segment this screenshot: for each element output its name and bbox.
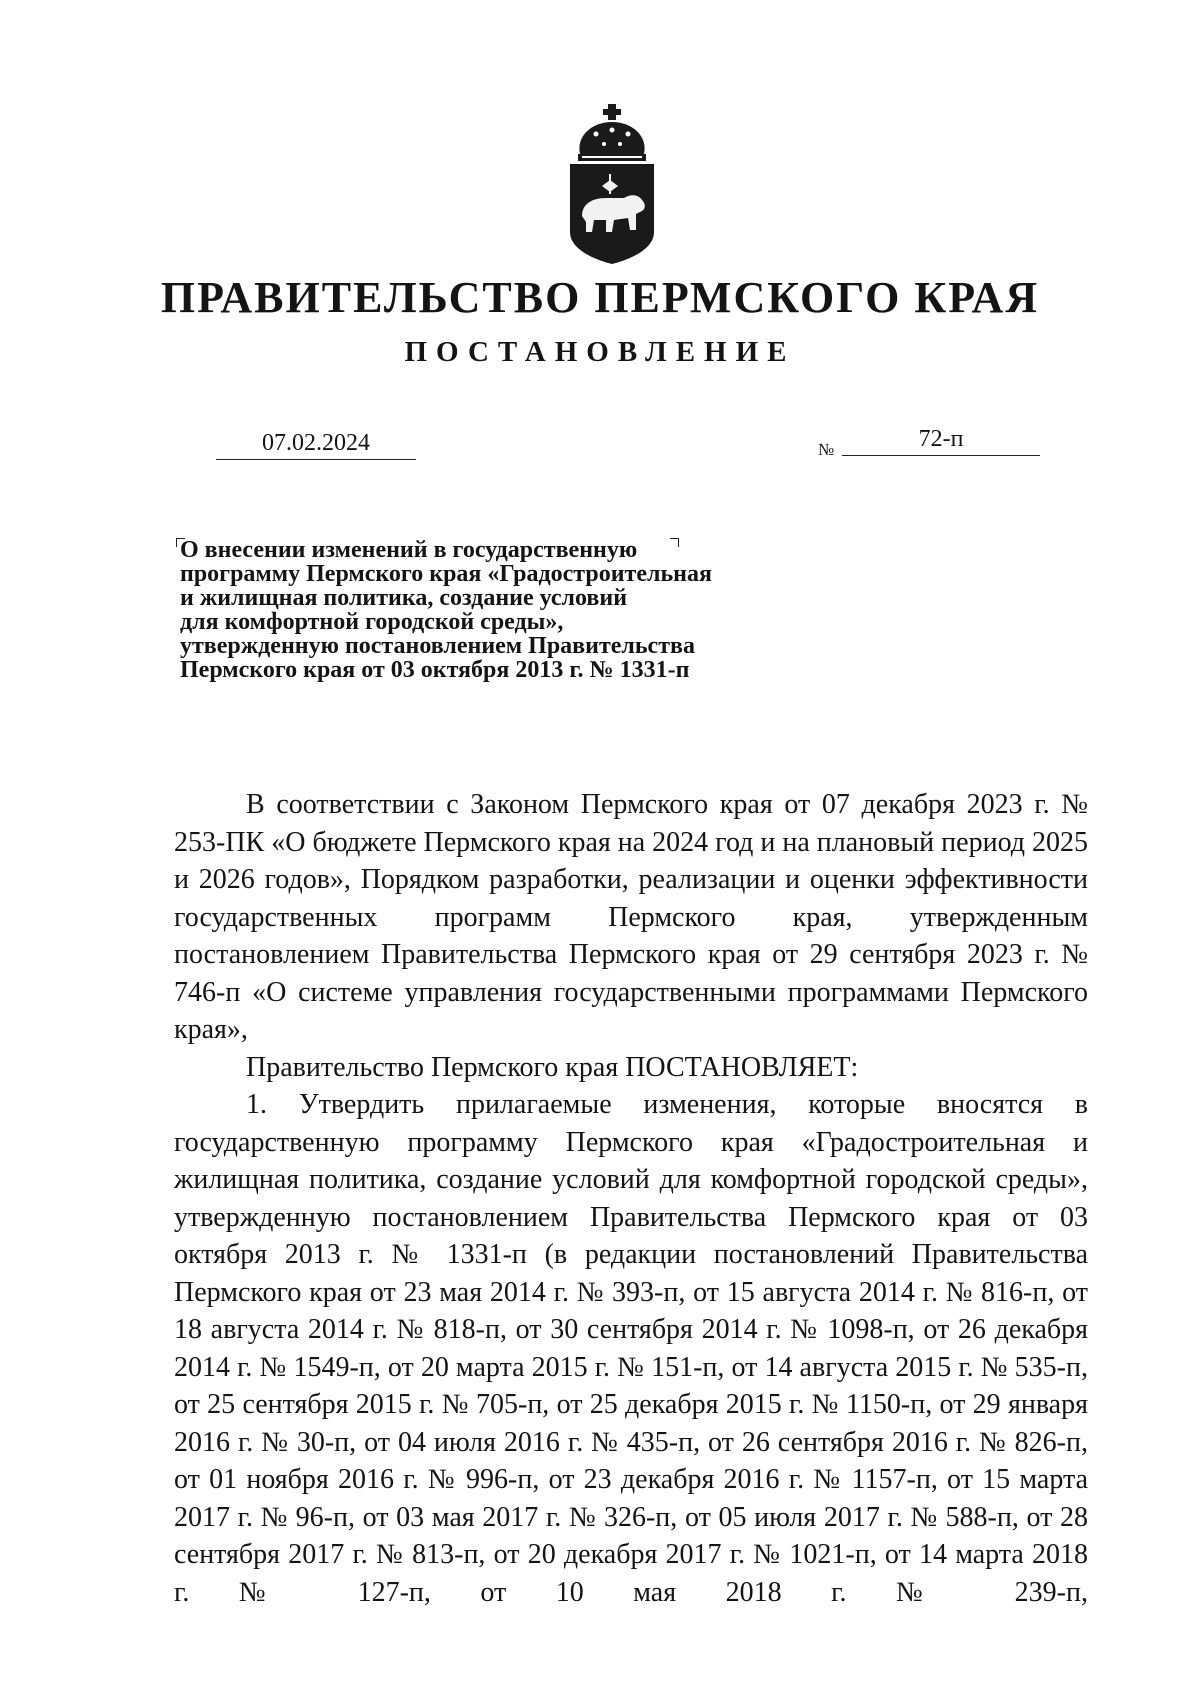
document-subject (180, 538, 880, 682)
resolves-paragraph: Правительство Пермского края ПОСТАНОВЛЯЕТ: (246, 1051, 859, 1083)
subject-line: О внесении изменений в государственную (180, 537, 638, 563)
subject-line: Пермского края от 03 октября 2013 г. № 1331-п (180, 657, 690, 683)
document-number-block (818, 426, 1044, 460)
document-type: ПОСТАНОВЛЕНИЕ (404, 336, 796, 368)
preamble-paragraph: В соответствии с Законом Пермского края от 07 декабря 2023 г. № 253-ПК «О бюджете Пермского края на 2024 год и на плановый период 2025 и 2026 годов», Порядком разработки, реализации и оценки эффективности государственных программ Пермского края, утвержденным постановлением Правительства Пермского края от 29 сентября 2023 г. № 746-п «О системе управления государственными программами Пермского края», (174, 789, 1089, 1045)
subject-line: и жилищная политика, создание условий (180, 585, 628, 611)
government-title: ПРАВИТЕЛЬСТВО ПЕРМСКОГО КРАЯ (160, 273, 1040, 322)
document-date: 07.02.2024 (216, 430, 416, 460)
subject-line: утвержденную постановлением Правительства (180, 633, 695, 659)
document-number: 72-п (842, 426, 1040, 456)
document-body (174, 786, 1088, 1611)
subject-line: для комфортной городской среды», (180, 609, 564, 635)
perm-krai-coat-of-arms-icon (566, 104, 658, 264)
number-sign: № (818, 440, 835, 459)
subject-line: программу Пермского края «Градостроительная (180, 561, 712, 587)
item-1-paragraph: 1. Утвердить прилагаемые изменения, которые вносятся в государственную программу Пермского края «Градостроительная и жилищная политика, создание условий для комфортной городской среды», утвержденную постановлением Правительства Пермского края от 03 октября 2013 г. № 1331-п (в редакции постановлений Правительства Пермского края от 23 мая 2014 г. № 393-п, от 15 августа 2014 г. № 816-п, от 18 августа 2014 г. № 818-п, от 30 сентября 2014 г. № 1098-п, от 26 декабря 2014 г. № 1549-п, от 20 марта 2015 г. № 151-п, от 14 августа 2015 г. № 535-п, от 25 сентября 2015 г. № 705-п, от 25 декабря 2015 г. № 1150-п, от 29 января 2016 г. № 30-п, от 04 июля 2016 г. № 435-п, от 26 сентября 2016 г. № 826-п, от 01 ноября 2016 г. № 996-п, от 23 декабря 2016 г. № 1157-п, от 15 марта 2017 г. № 96-п, от 03 мая 2017 г. № 326-п, от 05 июля 2017 г. № 588-п, от 28 сентября 2017 г. № 813-п, от 20 декабря 2017 г. № 1021-п, от 14 марта 2018 г. № 127-п, от 10 мая 2018 г. № 239-п, (174, 1089, 1088, 1608)
